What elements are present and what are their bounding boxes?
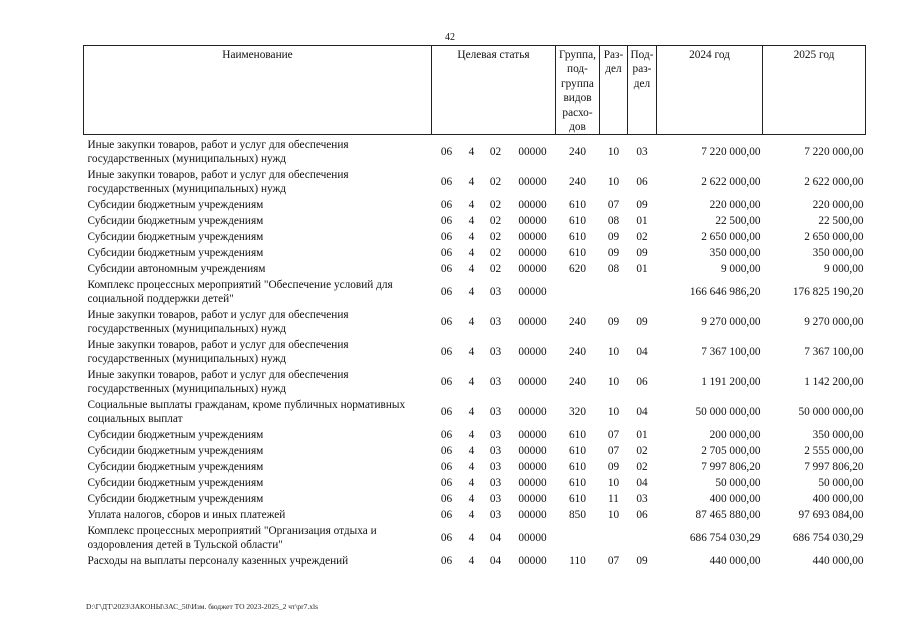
amount-2025: 220 000,00 <box>812 199 864 212</box>
subsection: 01 <box>636 215 648 228</box>
target-code-program: 06 <box>440 263 453 276</box>
target-code-type: 4 <box>468 247 475 260</box>
target-code-type: 4 <box>468 406 475 419</box>
target-code-program: 06 <box>440 231 453 244</box>
target-code-direction: 00000 <box>518 477 547 490</box>
target-code-type: 4 <box>468 376 475 389</box>
subsection: 06 <box>636 376 648 389</box>
target-code-type: 4 <box>468 461 475 474</box>
subsection: 01 <box>636 429 648 442</box>
amount-2024: 2 622 000,00 <box>701 176 761 189</box>
subsection: 04 <box>636 346 648 359</box>
target-code-direction: 00000 <box>518 376 547 389</box>
target-code-direction: 00000 <box>518 176 547 189</box>
target-code-program: 06 <box>440 215 453 228</box>
target-code-direction: 00000 <box>518 346 547 359</box>
section: 09 <box>607 316 620 329</box>
amount-2025: 7 367 100,00 <box>804 346 864 359</box>
row-name: Расходы на выплаты персоналу казенных учреждений <box>87 555 349 568</box>
amount-2024: 400 000,00 <box>709 493 761 506</box>
target-code-complex: 03 <box>489 461 502 474</box>
amount-2024: 686 754 030,29 <box>689 532 761 545</box>
subsection: 09 <box>636 316 648 329</box>
subsection: 02 <box>636 445 648 458</box>
section <box>600 277 628 307</box>
section: 08 <box>607 263 620 276</box>
header-expense-group: Группа, под- группа видов расхо- дов <box>556 46 600 135</box>
target-code-complex: 02 <box>489 146 502 159</box>
target-code-complex: 03 <box>489 316 502 329</box>
target-code-type: 4 <box>468 532 475 545</box>
amount-2024: 220 000,00 <box>709 199 761 212</box>
subsection <box>628 523 657 553</box>
target-code-direction: 00000 <box>518 461 547 474</box>
expense-group: 610 <box>569 247 586 260</box>
table-row <box>84 261 866 277</box>
amount-2025: 2 650 000,00 <box>804 231 864 244</box>
table-row <box>84 367 866 397</box>
amount-2024: 166 646 986,20 <box>689 286 761 299</box>
target-code-direction: 00000 <box>518 247 547 260</box>
row-name: Социальные выплаты гражданам, кроме публичных нормативных социальных выплат <box>87 399 406 426</box>
table-header-row <box>84 46 866 135</box>
subsection: 04 <box>636 477 648 490</box>
row-name: Субсидии бюджетным учреждениям <box>87 247 264 260</box>
target-code-direction: 00000 <box>518 146 547 159</box>
target-code-type: 4 <box>468 231 475 244</box>
table-row <box>84 229 866 245</box>
expense-group: 610 <box>569 429 586 442</box>
subsection: 09 <box>636 247 648 260</box>
target-code-type: 4 <box>468 215 475 228</box>
expense-group: 850 <box>569 509 586 522</box>
section: 09 <box>607 231 620 244</box>
subsection: 04 <box>636 406 648 419</box>
table-row <box>84 491 866 507</box>
amount-2024: 2 705 000,00 <box>701 445 761 458</box>
target-code-type: 4 <box>468 146 475 159</box>
amount-2025: 2 555 000,00 <box>804 445 864 458</box>
target-code-direction: 00000 <box>518 231 547 244</box>
expense-group: 610 <box>569 461 586 474</box>
section: 10 <box>607 509 620 522</box>
row-name: Субсидии бюджетным учреждениям <box>87 461 264 474</box>
amount-2024: 87 465 880,00 <box>695 509 761 522</box>
section: 07 <box>607 429 620 442</box>
row-name: Субсидии бюджетным учреждениям <box>87 231 264 244</box>
target-code-direction: 00000 <box>518 429 547 442</box>
target-code-program: 06 <box>440 461 453 474</box>
row-name: Комплекс процессных мероприятий "Организация отдыха и оздоровления детей в Тульской области" <box>87 525 377 552</box>
amount-2025: 686 754 030,29 <box>792 532 864 545</box>
target-code-program: 06 <box>440 493 453 506</box>
row-name: Субсидии бюджетным учреждениям <box>87 493 264 506</box>
amount-2024: 350 000,00 <box>709 247 761 260</box>
target-code-complex: 02 <box>489 263 502 276</box>
amount-2025: 440 000,00 <box>812 555 864 568</box>
target-code-direction: 00000 <box>518 493 547 506</box>
table-row <box>84 277 866 307</box>
section: 10 <box>607 346 620 359</box>
subsection: 06 <box>636 176 648 189</box>
target-code-type: 4 <box>468 346 475 359</box>
subsection: 03 <box>636 493 648 506</box>
amount-2025: 2 622 000,00 <box>804 176 864 189</box>
row-name: Субсидии автономным учреждениям <box>87 263 266 276</box>
amount-2025: 176 825 190,20 <box>792 286 864 299</box>
subsection: 09 <box>636 199 648 212</box>
amount-2025: 350 000,00 <box>812 247 864 260</box>
subsection: 02 <box>636 231 648 244</box>
target-code-program: 06 <box>440 176 453 189</box>
row-name: Комплекс процессных мероприятий "Обеспечение условий для социальной поддержки детей" <box>87 279 393 306</box>
target-code-program: 06 <box>440 406 453 419</box>
table-row <box>84 167 866 197</box>
subsection: 03 <box>636 146 648 159</box>
expense-group: 240 <box>569 346 586 359</box>
target-code-complex: 02 <box>489 247 502 260</box>
target-code-complex: 02 <box>489 199 502 212</box>
row-name: Уплата налогов, сборов и иных платежей <box>87 509 286 522</box>
amount-2024: 7 367 100,00 <box>701 346 761 359</box>
table-row <box>84 337 866 367</box>
expense-group: 110 <box>569 555 586 568</box>
target-code-complex: 03 <box>489 477 502 490</box>
expense-group: 610 <box>569 199 586 212</box>
expense-group: 240 <box>569 316 586 329</box>
amount-2025: 97 693 084,00 <box>798 509 864 522</box>
amount-2025: 350 000,00 <box>812 429 864 442</box>
target-code-complex: 03 <box>489 376 502 389</box>
row-name: Иные закупки товаров, работ и услуг для обеспечения государственных (муниципальных) нужд <box>87 369 349 396</box>
amount-2024: 50 000,00 <box>715 477 761 490</box>
amount-2025: 50 000,00 <box>818 477 864 490</box>
footer-file-path: D:\Г\ДТ\2023\ЗАКОНЫ\ЗАС_50\Изм. бюджет ТО 2023-2025_2 чт\pr7.xls <box>86 602 319 611</box>
target-code-program: 06 <box>440 376 453 389</box>
target-code-type: 4 <box>468 429 475 442</box>
amount-2025: 9 270 000,00 <box>804 316 864 329</box>
target-code-type: 4 <box>468 509 475 522</box>
amount-2025: 22 500,00 <box>818 215 864 228</box>
section: 07 <box>607 199 620 212</box>
target-code-program: 06 <box>440 146 453 159</box>
target-code-complex: 02 <box>489 176 502 189</box>
expense-group: 610 <box>569 477 586 490</box>
target-code-complex: 03 <box>489 493 502 506</box>
row-name: Иные закупки товаров, работ и услуг для обеспечения государственных (муниципальных) нужд <box>87 309 349 336</box>
header-name: Наименование <box>84 46 432 135</box>
expense-group: 320 <box>569 406 586 419</box>
target-code-direction: 00000 <box>518 555 547 568</box>
amount-2025: 7 997 806,20 <box>804 461 864 474</box>
table-row <box>84 507 866 523</box>
section: 10 <box>607 146 620 159</box>
target-code-direction: 00000 <box>518 286 547 299</box>
amount-2024: 1 191 200,00 <box>701 376 761 389</box>
amount-2025: 50 000 000,00 <box>798 406 864 419</box>
target-code-type: 4 <box>468 263 475 276</box>
subsection: 06 <box>636 509 648 522</box>
subsection: 02 <box>636 461 648 474</box>
row-name: Субсидии бюджетным учреждениям <box>87 429 264 442</box>
table-row <box>84 197 866 213</box>
target-code-program: 06 <box>440 286 453 299</box>
target-code-program: 06 <box>440 477 453 490</box>
target-code-direction: 00000 <box>518 532 547 545</box>
target-code-complex: 02 <box>489 231 502 244</box>
target-code-direction: 00000 <box>518 406 547 419</box>
header-year-2025: 2025 год <box>763 46 866 135</box>
amount-2024: 2 650 000,00 <box>701 231 761 244</box>
target-code-program: 06 <box>440 532 453 545</box>
amount-2025: 1 142 200,00 <box>804 376 864 389</box>
section: 09 <box>607 461 620 474</box>
section: 10 <box>607 176 620 189</box>
header-section: Раз- дел <box>600 46 628 135</box>
target-code-direction: 00000 <box>518 215 547 228</box>
expense-group <box>556 277 600 307</box>
row-name: Субсидии бюджетным учреждениям <box>87 199 264 212</box>
target-code-complex: 04 <box>489 555 502 568</box>
target-code-complex: 02 <box>489 215 502 228</box>
section: 07 <box>607 555 620 568</box>
target-code-type: 4 <box>468 477 475 490</box>
section: 10 <box>607 376 620 389</box>
amount-2024: 50 000 000,00 <box>695 406 761 419</box>
table-row <box>84 397 866 427</box>
target-code-type: 4 <box>468 445 475 458</box>
target-code-complex: 03 <box>489 509 502 522</box>
amount-2024: 200 000,00 <box>709 429 761 442</box>
amount-2024: 7 220 000,00 <box>701 146 761 159</box>
section: 11 <box>608 493 619 506</box>
budget-table <box>83 45 866 569</box>
target-code-direction: 00000 <box>518 263 547 276</box>
target-code-program: 06 <box>440 429 453 442</box>
expense-group: 620 <box>569 263 586 276</box>
table-row <box>84 307 866 337</box>
target-code-program: 06 <box>440 199 453 212</box>
expense-group <box>556 523 600 553</box>
header-subsection: Под- раз- дел <box>628 46 657 135</box>
amount-2024: 7 997 806,20 <box>701 461 761 474</box>
expense-group: 240 <box>569 176 586 189</box>
target-code-direction: 00000 <box>518 316 547 329</box>
expense-group: 610 <box>569 215 586 228</box>
target-code-type: 4 <box>468 493 475 506</box>
table-row <box>84 245 866 261</box>
target-code-program: 06 <box>440 247 453 260</box>
table-body <box>84 135 866 570</box>
target-code-type: 4 <box>468 286 475 299</box>
subsection <box>628 277 657 307</box>
table-row <box>84 427 866 443</box>
target-code-type: 4 <box>468 176 475 189</box>
expense-group: 240 <box>569 376 586 389</box>
table-row <box>84 135 866 168</box>
header-target-article: Целевая статья <box>432 46 556 135</box>
amount-2025: 400 000,00 <box>812 493 864 506</box>
row-name: Субсидии бюджетным учреждениям <box>87 477 264 490</box>
section <box>600 523 628 553</box>
target-code-complex: 03 <box>489 445 502 458</box>
target-code-complex: 04 <box>489 532 502 545</box>
table-row <box>84 523 866 553</box>
target-code-direction: 00000 <box>518 445 547 458</box>
table-row <box>84 553 866 569</box>
amount-2025: 9 000,00 <box>823 263 864 276</box>
target-code-program: 06 <box>440 445 453 458</box>
section: 07 <box>607 445 620 458</box>
target-code-type: 4 <box>468 316 475 329</box>
target-code-program: 06 <box>440 509 453 522</box>
section: 08 <box>607 215 620 228</box>
amount-2024: 9 000,00 <box>720 263 761 276</box>
amount-2024: 440 000,00 <box>709 555 761 568</box>
subsection: 01 <box>636 263 648 276</box>
target-code-complex: 03 <box>489 429 502 442</box>
table-row <box>84 213 866 229</box>
target-code-complex: 03 <box>489 346 502 359</box>
target-code-program: 06 <box>440 555 453 568</box>
section: 10 <box>607 406 620 419</box>
row-name: Иные закупки товаров, работ и услуг для обеспечения государственных (муниципальных) нужд <box>87 139 349 166</box>
section: 09 <box>607 247 620 260</box>
amount-2025: 7 220 000,00 <box>804 146 864 159</box>
row-name: Иные закупки товаров, работ и услуг для обеспечения государственных (муниципальных) нужд <box>87 339 349 366</box>
page-number: 42 <box>445 32 455 43</box>
target-code-direction: 00000 <box>518 199 547 212</box>
target-code-program: 06 <box>440 316 453 329</box>
expense-group: 610 <box>569 231 586 244</box>
row-name: Иные закупки товаров, работ и услуг для обеспечения государственных (муниципальных) нужд <box>87 169 349 196</box>
amount-2024: 22 500,00 <box>715 215 761 228</box>
target-code-complex: 03 <box>489 286 502 299</box>
expense-group: 610 <box>569 445 586 458</box>
table-row <box>84 443 866 459</box>
target-code-type: 4 <box>468 555 475 568</box>
row-name: Субсидии бюджетным учреждениям <box>87 215 264 228</box>
expense-group: 610 <box>569 493 586 506</box>
expense-group: 240 <box>569 146 586 159</box>
header-year-2024: 2024 год <box>657 46 763 135</box>
row-name: Субсидии бюджетным учреждениям <box>87 445 264 458</box>
table-row <box>84 475 866 491</box>
amount-2024: 9 270 000,00 <box>701 316 761 329</box>
target-code-direction: 00000 <box>518 509 547 522</box>
subsection: 09 <box>636 555 648 568</box>
target-code-complex: 03 <box>489 406 502 419</box>
section: 10 <box>607 477 620 490</box>
target-code-program: 06 <box>440 346 453 359</box>
target-code-type: 4 <box>468 199 475 212</box>
table-row <box>84 459 866 475</box>
